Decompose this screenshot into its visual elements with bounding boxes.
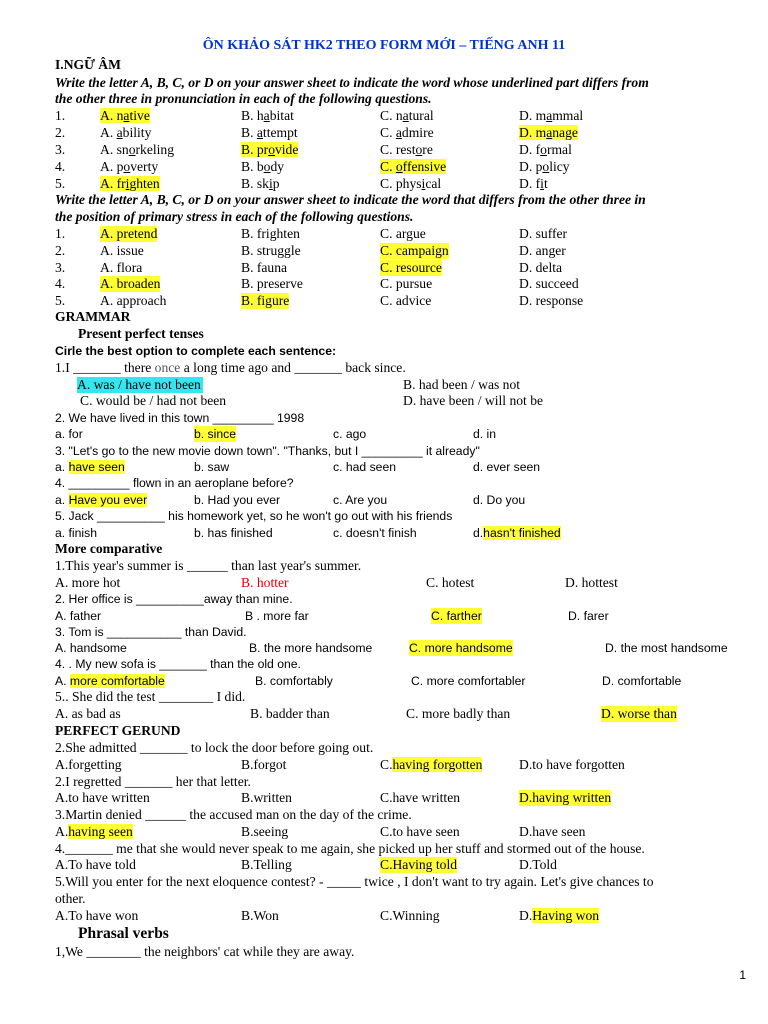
comparative-q3-options: A. handsome B. the more handsome C. more handsome D. the most handsome [55,641,728,655]
stress-question-5: 5. A. approach B. figure C. advice D. response [55,293,584,308]
pron-question-3: 3. A. snorkeling B. provide C. restore D. formal [55,142,572,157]
grammar-question-2: 2. We have lived in this town _________ 1998 [55,411,305,425]
stress-question-1: 1. A. pretend B. frighten C. argue D. suffer [55,226,568,241]
gerund-q1-options: A.forgetting B.forgot C.having forgotten D.to have forgotten [55,757,625,772]
grammar-question-1: 1.I _______ there once a long time ago and _______ back since. [55,360,406,375]
grammar-q1-options-row2: C. would be / had not been D. have been / will not be [80,393,544,408]
gerund-question-2: 2.I regretted _______ her that letter. [55,774,251,789]
grammar-question-5: 5. Jack __________ his homework yet, so he won't go out with his friends [55,509,453,523]
instruction-pronunciation-2: the other three in pronunciation in each of the following questions. [55,91,432,106]
gerund-question-3: 3.Martin denied ______ the accused man on the day of the crime. [55,807,412,822]
instruction-pronunciation-1: Write the letter A, B, C, or D on your answer sheet to indicate the word whose underlined part differs from [55,75,649,90]
pron-question-2: 2. A. ability B. attempt C. admire D. manage [55,125,578,140]
grammar-question-4: 4. _________ flown in an aeroplane before? [55,476,294,490]
comparative-q5-options: A. as bad as B. badder than C. more badly than D. worse than [55,706,677,721]
gerund-question-5-line2: other. [55,891,86,906]
stress-question-2: 2. A. issue B. struggle C. campaign D. anger [55,243,566,258]
pron-question-1: 1. A. native B. habitat C. natural D. mammal [55,108,584,123]
grammar-heading: GRAMMAR [55,309,131,324]
gerund-q5-options: A.To have won B.Won C.Winning D.Having won [55,908,600,923]
grammar-q3-options: a. have seen b. saw c. had seen d. ever seen [55,460,541,474]
grammar-q4-options: a. Have you ever b. Had you ever c. Are you d. Do you [55,493,526,507]
gerund-question-1: 2.She admitted _______ to lock the door before going out. [55,740,374,755]
document-title: ÔN KHẢO SÁT HK2 THEO FORM MỚI – TIẾNG ANH 11 [202,38,566,53]
comparative-question-5: 5.. She did the test ________ I did. [55,689,246,704]
gerund-q4-options: A.To have told B.Telling C.Having told D.Told [55,857,557,872]
grammar-instruction: Cirle the best option to complete each sentence: [55,344,337,358]
section-heading-pronunciation: I.NGỮ ÂM [55,57,121,72]
phrasal-verbs-heading: Phrasal verbs [78,925,169,942]
comparative-question-2: 2. Her office is __________away than mine. [55,592,293,606]
comparative-q2-options: A. father B . more far C. farther D. farer [55,609,609,623]
grammar-q5-options: a. finish b. has finished c. doesn't finish d.hasn't finished [55,526,561,540]
gerund-question-5-line1: 5.Will you enter for the next eloquence contest? - _____ twice , I don't want to try again. Let's give chances to [55,874,654,889]
comparative-question-1: 1.This year's summer is ______ than last year's summer. [55,558,362,573]
comparative-q1-options: A. more hot B. hotter C. hotest D. hottest [55,575,618,590]
comparative-heading: More comparative [55,541,163,556]
gerund-question-4: 4._______ me that she would never speak to me again, she picked up her stuff and stormed out of the house. [55,841,645,856]
gerund-heading: PERFECT GERUND [55,723,181,738]
gerund-q2-options: A.to have written B.written C.have written D.having written [55,790,612,805]
grammar-question-3: 3. "Let's go to the new movie down town". "Thanks, but I _________ it already" [55,444,480,458]
pron-question-5: 5. A. frighten B. skip C. physical D. fit [55,176,548,191]
stress-question-4: 4. A. broaden B. preserve C. pursue D. succeed [55,276,579,291]
comparative-q4-options: A. more comfortable B. comfortably C. more comfortabler D. comfortable [55,674,682,688]
page-number: 1 [739,968,746,982]
gerund-q3-options: A.having seen B.seeing C.to have seen D.have seen [55,824,586,839]
grammar-q1-options-row1: A. was / have not been B. had been / was not [77,377,521,392]
stress-question-3: 3. A. flora B. fauna C. resource D. delta [55,260,563,275]
instruction-stress-2: the position of primary stress in each of the following questions. [55,209,414,224]
pron-question-4: 4. A. poverty B. body C. offensive D. policy [55,159,570,174]
phrasal-question-1: 1,We ________ the neighbors' cat while they are away. [55,944,355,959]
instruction-stress-1: Write the letter A, B, C, or D on your answer sheet to indicate the word that differs from the other three in [55,192,646,207]
present-perfect-subheading: Present perfect tenses [78,326,204,341]
grammar-q2-options: a. for b. since c. ago d. in [55,427,497,441]
comparative-question-3: 3. Tom is ___________ than David. [55,625,247,639]
comparative-question-4: 4. . My new sofa is _______ than the old one. [55,657,301,671]
